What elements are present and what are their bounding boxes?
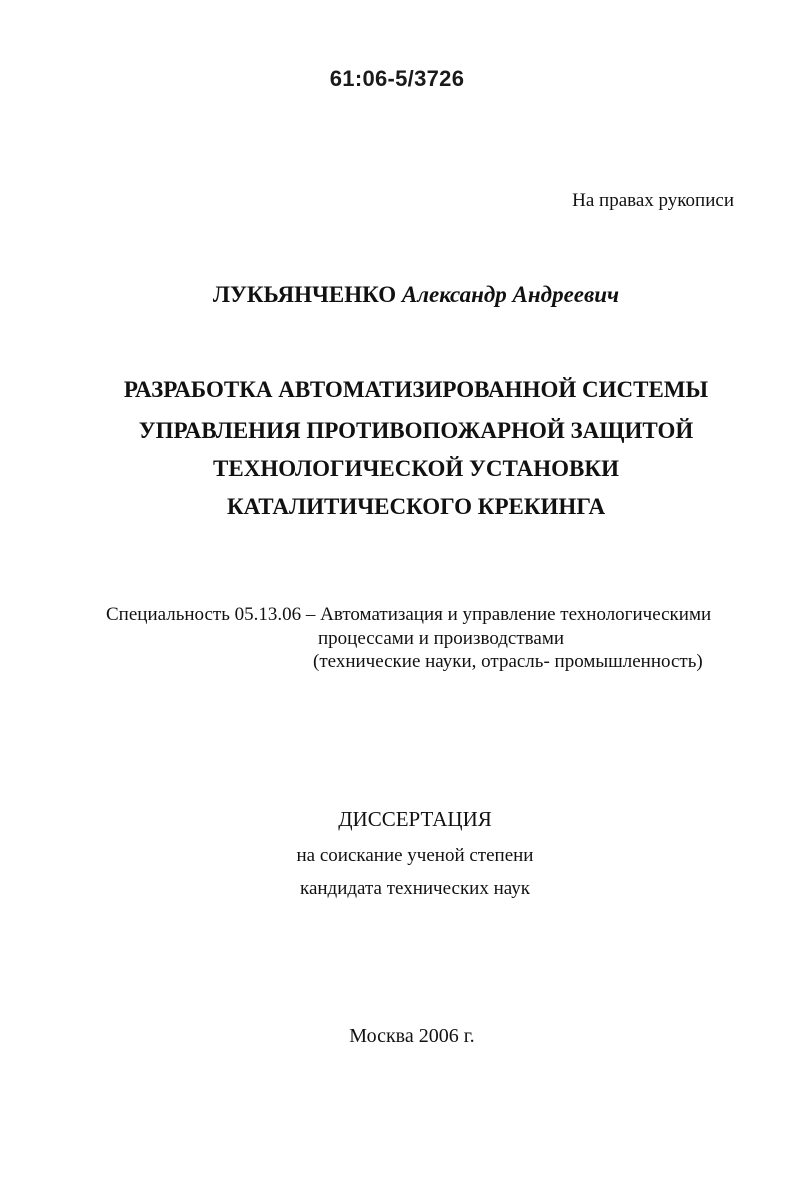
- catalog-number: 61:06-5/3726: [329, 66, 465, 91]
- degree-level: кандидата технических наук: [300, 878, 530, 899]
- degree-purpose: на соискание ученой степени: [296, 845, 534, 866]
- place-year: Москва 2006 г.: [349, 1025, 475, 1047]
- title-line-4: КАТАЛИТИЧЕСКОГО КРЕКИНГА: [226, 494, 606, 519]
- specialty-line-3: (технические науки, отрасль- промышленность): [313, 651, 703, 672]
- title-line-1: РАЗРАБОТКА АВТОМАТИЗИРОВАННОЙ СИСТЕМЫ: [123, 377, 709, 402]
- author-given-names: Александр Андреевич: [401, 282, 620, 307]
- specialty-line-2: процессами и производствами: [318, 628, 565, 649]
- rights-notice: На правах рукописи: [572, 190, 734, 211]
- dissertation-label: ДИССЕРТАЦИЯ: [338, 807, 492, 831]
- title-line-2: УПРАВЛЕНИЯ ПРОТИВОПОЖАРНОЙ ЗАЩИТОЙ: [138, 418, 694, 443]
- author-surname: ЛУКЬЯНЧЕНКО: [212, 282, 397, 307]
- author-name: [0, 282, 794, 308]
- specialty-line-1: Специальность 05.13.06 – Автоматизация и управление технологическими: [106, 604, 712, 625]
- title-line-3: ТЕХНОЛОГИЧЕСКОЙ УСТАНОВКИ: [213, 456, 619, 481]
